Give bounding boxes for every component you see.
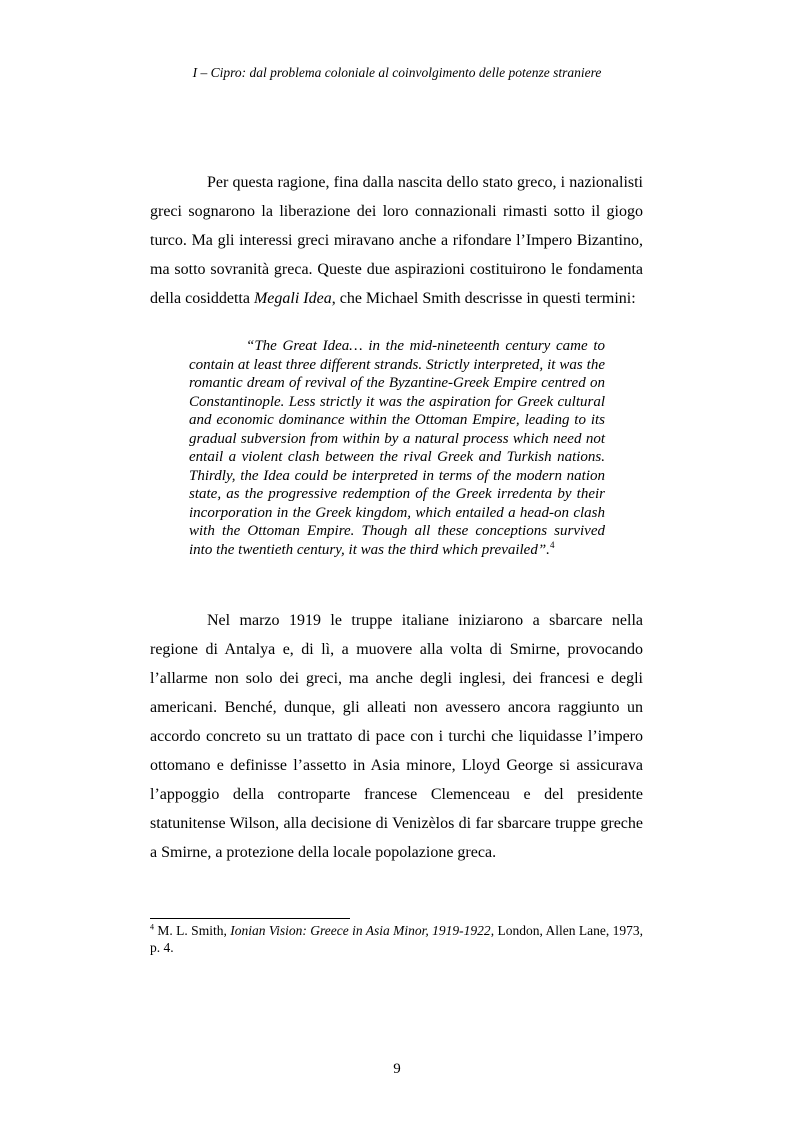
- body-paragraph-1: [150, 168, 643, 313]
- megali-idea-term: Megali Idea: [253, 290, 332, 307]
- block-quote: [189, 337, 605, 559]
- running-header: I – Cipro: dal problema coloniale al coinvolgimento delle potenze straniere: [192, 65, 602, 80]
- footnote-title: Ionian Vision: Greece in Asia Minor, 1919-1922: [230, 923, 491, 938]
- footnote-marker: 4: [150, 922, 154, 932]
- footnote-details: , London, Allen Lane, 1973, p. 4.: [150, 923, 643, 955]
- page-number: 9: [393, 1061, 401, 1077]
- footnote: [150, 922, 643, 956]
- paragraph-text: Per questa ragione, fina dalla nascita dello stato greco, i nazionalisti greci sognarono la liberazione dei loro connazionali rimasti sotto il giogo turco. Ma gli interessi greci miravano anche a rifondare l’Impero Bizantino, ma sotto sovranità greca. Queste due aspirazioni costituirono le fondamenta della cosiddetta: [150, 174, 643, 307]
- footnote-author: M. L. Smith,: [154, 923, 231, 938]
- footnote-separator: [150, 918, 350, 919]
- footnote-reference[interactable]: 4: [549, 539, 555, 550]
- quote-text: “The Great Idea… in the mid-nineteenth century came to contain at least three different strands. Strictly interpreted, it was the romantic dream of revival of the Byzantine-Greek Empire centred on Constantinople. Less strictly it was the aspiration for Greek cultural and economic dominance within the Ottoman Empire, leading to its gradual subversion from within by a natural process which need not entail a violent clash between the rival Greek and Turkish nations. Thirdly, the Idea could be interpreted in terms of the modern nation state, as the progressive redemption of the Greek irredenta by their incorporation in the Greek kingdom, which entailed a head-on clash with the Ottoman Empire. Though all these conceptions survived into the twentieth century, it was the third which prevailed”.: [189, 338, 605, 558]
- body-paragraph-2: Nel marzo 1919 le truppe italiane iniziarono a sbarcare nella regione di Antalya e, di lì, a muovere alla volta di Smirne, provocando l’allarme non solo dei greci, ma anche degli inglesi, dei francesi e degli americani. Benché, dunque, gli alleati non avessero ancora raggiunto un accordo concreto su un trattato di pace con i turchi che liquidasse l’impero ottomano e definisse l’assetto in Asia minore, Lloyd George si assicurava l’appoggio della controparte francese Clemenceau e del presidente statunitense Wilson, alla decisione di Venizèlos di far sbarcare truppe greche a Smirne, a protezione della locale popolazione greca.: [150, 612, 643, 861]
- paragraph-text: , che Michael Smith descrisse in questi termini:: [331, 290, 636, 307]
